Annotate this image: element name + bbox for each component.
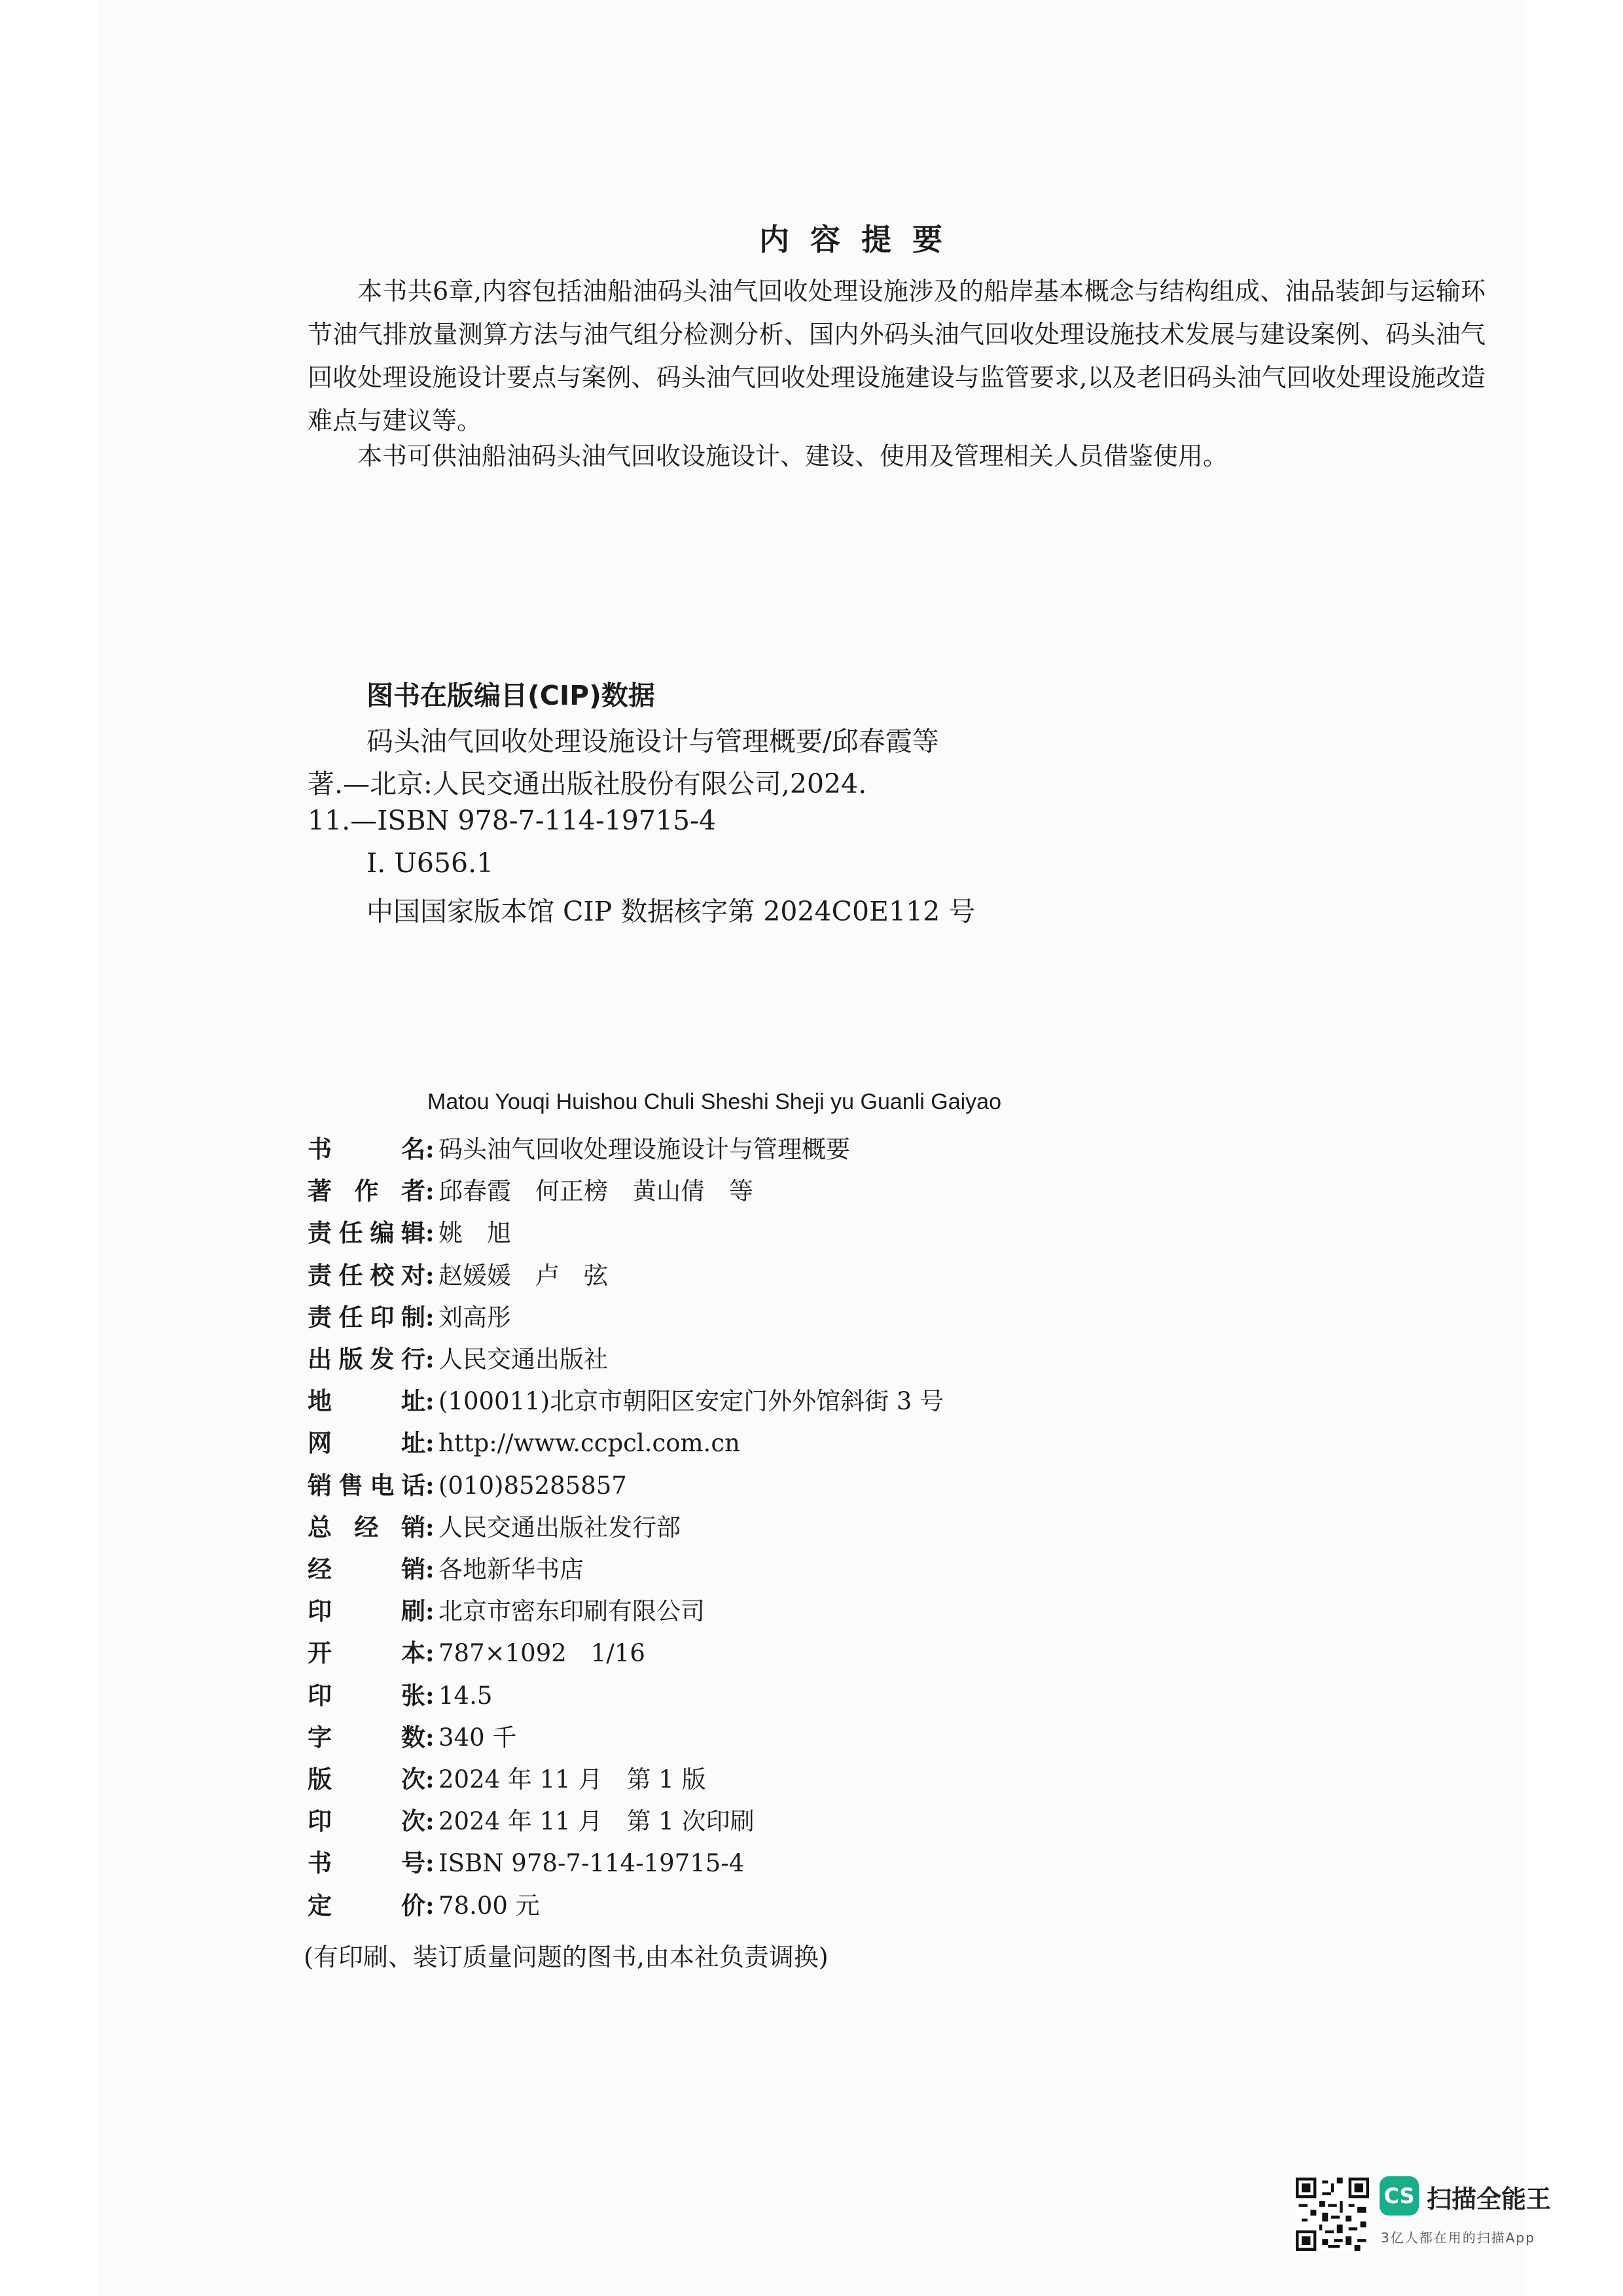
- colophon-label: 责任印制: [308, 1303, 425, 1332]
- colophon-label: 定价: [308, 1892, 425, 1920]
- pinyin-title: Matou Youqi Huishou Chuli Sheshi Sheji yu Guanli Gaiyao: [427, 1089, 1001, 1114]
- colophon-label: 出版发行: [308, 1345, 425, 1373]
- colophon-value: 787×1092 1/16: [438, 1639, 645, 1667]
- colophon-colon: :: [425, 1261, 435, 1290]
- colophon-label: 网址: [308, 1429, 425, 1457]
- qr-code-icon: [1296, 2178, 1369, 2251]
- colophon-row: [308, 1256, 608, 1295]
- colophon-row: [308, 1591, 705, 1631]
- cip-line: 中国国家版本馆 CIP 数据核字第 2024C0E112 号: [366, 896, 976, 927]
- cip-line: 著.—北京:人民交通出版社股份有限公司,2024.: [308, 768, 867, 800]
- colophon-row: [308, 1339, 608, 1379]
- colophon-row: [308, 1171, 753, 1210]
- colophon-row: [308, 1801, 755, 1841]
- colophon-colon: :: [425, 1638, 435, 1667]
- colophon-colon: :: [425, 1891, 435, 1920]
- colophon-colon: :: [425, 1848, 435, 1877]
- colophon-row: [308, 1129, 850, 1169]
- colophon-value: 各地新华书店: [438, 1555, 584, 1583]
- colophon-colon: :: [425, 1428, 435, 1457]
- cs-logo: CS: [1380, 2176, 1419, 2216]
- colophon-value: 340 千: [438, 1723, 517, 1752]
- colophon-row: [308, 1423, 740, 1462]
- colophon-colon: :: [425, 1597, 435, 1625]
- colophon-label: 版次: [308, 1765, 425, 1793]
- colophon-colon: :: [425, 1303, 435, 1332]
- colophon-colon: :: [425, 1513, 435, 1542]
- colophon-value: 人民交通出版社: [438, 1345, 608, 1373]
- abstract-paragraph: 本书共6章,内容包括油船油码头油气回收处理设施涉及的船岸基本概念与结构组成、油品装卸与运输环节油气排放量测算方法与油气组分检测分析、国内外码头油气回收处理设施技术发展与建设案例、码头油气回收处理设施设计要点与案例、码头油气回收处理设施建设与监管要求,以及老旧码头油气回收处理设施改造难点与建议等。: [308, 277, 1486, 435]
- colophon-label: 书名: [308, 1135, 425, 1163]
- colophon-label: 印次: [308, 1807, 425, 1835]
- colophon-row: [308, 1759, 706, 1799]
- colophon-colon: :: [425, 1176, 435, 1205]
- colophon-colon: :: [425, 1218, 435, 1247]
- colophon-row: [308, 1381, 944, 1421]
- colophon-row: [308, 1633, 645, 1672]
- app-slogan: 3亿人都在用的扫描App: [1381, 2230, 1535, 2246]
- colophon-label: 著作者: [308, 1177, 425, 1205]
- colophon-value: 2024 年 11 月 第 1 版: [438, 1765, 706, 1793]
- colophon-value: (010)85285857: [438, 1472, 627, 1500]
- colophon-value: 2024 年 11 月 第 1 次印刷: [438, 1807, 755, 1835]
- colophon-row: [308, 1843, 744, 1882]
- colophon-value: 姚 旭: [438, 1219, 511, 1247]
- cip-line: 码头油气回收处理设施设计与管理概要/邱春霞等: [366, 726, 939, 757]
- colophon-label: 责任编辑: [308, 1219, 425, 1247]
- colophon-label: 字数: [308, 1723, 425, 1752]
- colophon-label: 责任校对: [308, 1262, 425, 1290]
- colophon-colon: :: [425, 1723, 435, 1752]
- colophon-value: 14.5: [438, 1682, 493, 1710]
- colophon-label: 书号: [308, 1849, 425, 1877]
- colophon-label: 印刷: [308, 1597, 425, 1625]
- abstract-paragraph: 本书可供油船油码头油气回收设施设计、建设、使用及管理相关人员借鉴使用。: [357, 442, 1228, 470]
- colophon-value: 刘高彤: [438, 1303, 511, 1332]
- colophon-value: 人民交通出版社发行部: [438, 1513, 681, 1542]
- colophon-label: 总经销: [308, 1513, 425, 1542]
- colophon-row: [308, 1718, 516, 1757]
- colophon-colon: :: [425, 1807, 435, 1835]
- quality-note: (有印刷、装订质量问题的图书,由本社负责调换): [304, 1943, 829, 1971]
- colophon-value: 邱春霞 何正榜 黄山倩 等: [438, 1177, 753, 1205]
- colophon-value: (100011)北京市朝阳区安定门外外馆斜街 3 号: [438, 1387, 944, 1415]
- colophon-row: [308, 1298, 511, 1337]
- app-name: 扫描全能王: [1427, 2185, 1552, 2214]
- colophon-label: 地址: [308, 1387, 425, 1415]
- colophon-value: 码头油气回收处理设施设计与管理概要: [438, 1135, 850, 1163]
- cip-line: Ⅰ. U656.1: [366, 847, 494, 879]
- colophon-colon: :: [425, 1765, 435, 1793]
- colophon-row: [308, 1549, 584, 1589]
- colophon-value: 78.00 元: [438, 1892, 540, 1920]
- colophon-row: [308, 1466, 627, 1505]
- colophon-value: 北京市密东印刷有限公司: [438, 1597, 705, 1625]
- colophon-label: 开本: [308, 1639, 425, 1667]
- colophon-colon: :: [425, 1386, 435, 1415]
- colophon-colon: :: [425, 1135, 435, 1163]
- colophon-colon: :: [425, 1345, 435, 1373]
- cip-heading: 图书在版编目(CIP)数据: [366, 680, 655, 711]
- abstract-title: 内容提要: [759, 222, 963, 257]
- colophon-row: [308, 1213, 511, 1252]
- colophon-row: [308, 1886, 540, 1925]
- colophon-label: 印张: [308, 1682, 425, 1710]
- colophon-colon: :: [425, 1681, 435, 1710]
- cip-line: 11.—ISBN 978-7-114-19715-4: [308, 805, 717, 836]
- colophon-label: 经销: [308, 1555, 425, 1583]
- colophon-row: [308, 1508, 681, 1547]
- colophon-colon: :: [425, 1471, 435, 1500]
- colophon-value: http://www.ccpcl.com.cn: [438, 1429, 740, 1457]
- colophon-label: 销售电话: [308, 1472, 425, 1500]
- colophon-colon: :: [425, 1555, 435, 1583]
- colophon-value: 赵媛媛 卢 弦: [438, 1262, 608, 1290]
- colophon-value: ISBN 978-7-114-19715-4: [438, 1849, 745, 1877]
- colophon-row: [308, 1676, 492, 1715]
